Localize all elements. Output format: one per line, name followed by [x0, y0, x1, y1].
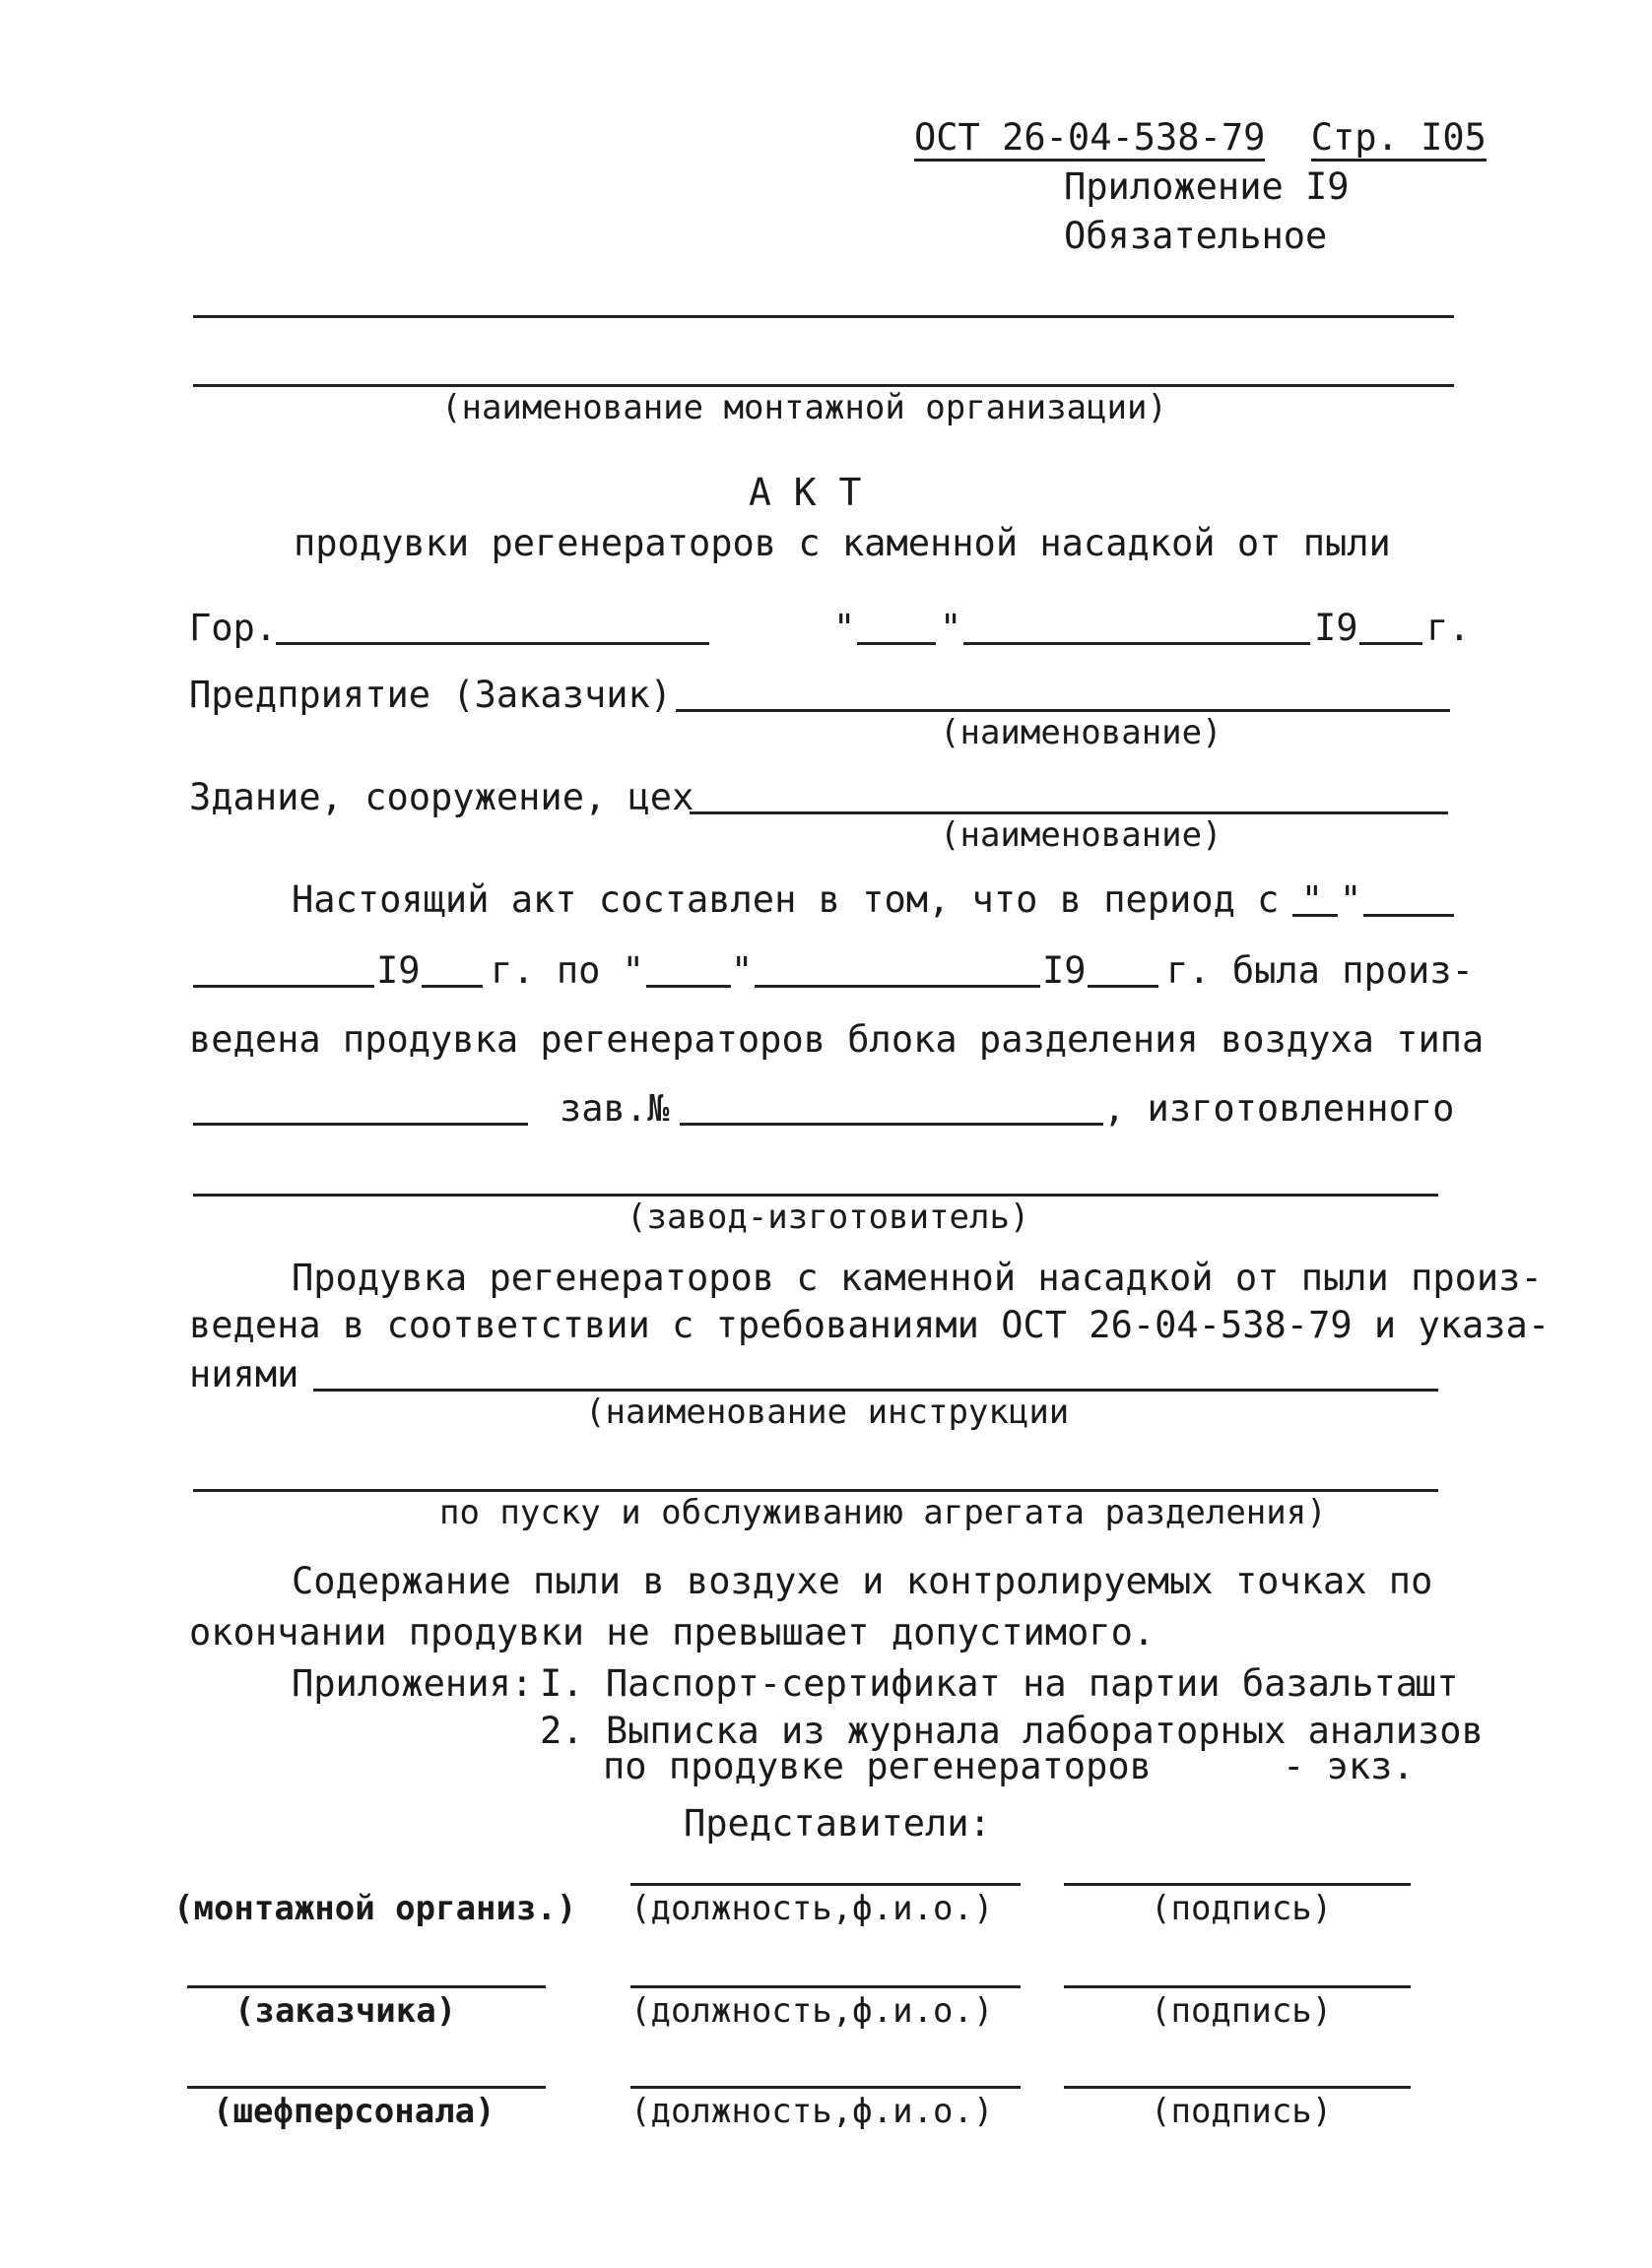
- attachment-1-unit: шт: [1415, 1662, 1459, 1705]
- page-ref: Стр. I05: [1311, 116, 1487, 162]
- p3-line-1: Содержание пыли в воздухе и контролируемых точках по: [292, 1560, 1433, 1602]
- date-quote-open: ": [833, 607, 856, 649]
- to-day-line: [646, 985, 731, 988]
- p2-line-3: ниями: [189, 1353, 299, 1395]
- body-line-2-mid: г. по ": [491, 949, 644, 992]
- year-suffix: г.: [1426, 607, 1471, 649]
- org-line-1: [193, 315, 1454, 318]
- org-caption: (наименование монтажной организации): [441, 388, 1167, 427]
- maker-caption: (завод-изготовитель): [627, 1198, 1030, 1237]
- body-line-2-year2: I9: [1042, 949, 1087, 992]
- instruction-line-2: [193, 1489, 1438, 1492]
- rep-3-sign-line: [1064, 2086, 1411, 2089]
- rep-2-sign: (подпись): [1151, 1991, 1333, 2031]
- rep-2-position-line: [630, 1985, 1021, 1988]
- rep-2-who-line: [187, 1985, 546, 1988]
- rep-2-who: (заказчика): [234, 1991, 457, 2031]
- day-line: [857, 642, 936, 645]
- rep-3-sign: (подпись): [1151, 2092, 1333, 2131]
- attachments-label: Приложения:: [292, 1662, 534, 1705]
- rep-3-position-line: [630, 2086, 1021, 2089]
- body-line-3: ведена продувка регенераторов блока разделения воздуха типа: [189, 1018, 1485, 1061]
- instruction-line: [313, 1389, 1438, 1392]
- act-title: А К Т: [749, 471, 862, 514]
- month-line: [963, 642, 1310, 645]
- body-line-2-year1: I9: [376, 949, 421, 992]
- enterprise-caption: (наименование): [940, 713, 1222, 752]
- building-caption: (наименование): [940, 815, 1222, 855]
- city-line: [276, 642, 709, 645]
- header-reference: [914, 116, 1487, 160]
- type-line: [193, 1123, 528, 1126]
- rep-1-sign: (подпись): [1151, 1889, 1333, 1928]
- serial-line: [680, 1123, 1103, 1126]
- act-subtitle: продувки регенераторов с каменной насадкой от пыли: [294, 522, 1391, 564]
- body-line-4-end: , изготовленного: [1103, 1087, 1455, 1130]
- year-line: [1359, 642, 1422, 645]
- body-line-1: Настоящий акт составлен в том, что в период с ": [292, 878, 1323, 921]
- period-day-line: [1292, 914, 1338, 917]
- p3-line-2: окончании продувки не превышает допустимого.: [189, 1611, 1156, 1653]
- instruction-caption-2: по пуску и обслуживанию агрегата разделения): [439, 1493, 1327, 1532]
- period-month-line-a: [1363, 914, 1454, 917]
- attachment-2-line-2: по продувке регенераторов: [603, 1745, 1152, 1787]
- rep-3-position: (должность,ф.и.о.): [630, 2092, 994, 2131]
- rep-1-sign-line: [1064, 1883, 1411, 1886]
- appendix-number: Приложение I9: [1064, 165, 1350, 208]
- building-label: Здание, сооружение, цех: [189, 776, 694, 818]
- body-line-1-quote: ": [1340, 878, 1362, 921]
- org-line-2: [193, 384, 1454, 387]
- body-line-2-end: г. была произ-: [1166, 949, 1474, 992]
- attachment-1: I. Паспорт-сертификат на партии базальта: [540, 1662, 1419, 1705]
- representatives-heading: Представители:: [684, 1802, 991, 1845]
- doc-ref: ОСТ 26-04-538-79: [914, 116, 1265, 162]
- instruction-caption: (наименование инструкции: [585, 1393, 1070, 1432]
- rep-1-who: (монтажной организ.): [173, 1889, 577, 1928]
- building-line: [690, 811, 1448, 814]
- rep-2-sign-line: [1064, 1985, 1411, 1988]
- enterprise-label: Предприятие (Заказчик): [189, 674, 673, 716]
- city-label: Гор.: [189, 607, 278, 649]
- maker-line: [193, 1194, 1438, 1197]
- enterprise-line: [676, 709, 1450, 712]
- period-year1-line: [422, 985, 483, 988]
- year-prefix: I9: [1314, 607, 1358, 649]
- to-month-line: [755, 985, 1040, 988]
- attachment-2-line-1: 2. Выписка из журнала лабораторных анализов: [540, 1710, 1484, 1752]
- body-line-2-quote: ": [731, 949, 754, 992]
- to-year-line: [1088, 985, 1158, 988]
- rep-1-position: (должность,ф.и.о.): [630, 1889, 994, 1928]
- date-quote-close: ": [940, 607, 962, 649]
- p2-line-1: Продувка регенераторов с каменной насадкой от пыли произ-: [292, 1257, 1543, 1299]
- period-month-line-b: [193, 985, 374, 988]
- body-line-4-mid: зав.№: [560, 1087, 670, 1130]
- appendix-status: Обязательное: [1064, 215, 1328, 257]
- p2-line-2: ведена в соответствии с требованиями ОСТ 26-04-538-79 и указа-: [189, 1304, 1551, 1346]
- rep-2-position: (должность,ф.и.о.): [630, 1991, 994, 2031]
- rep-3-who: (шефперсонала): [213, 2092, 496, 2131]
- rep-1-position-line: [630, 1883, 1021, 1886]
- attachment-2-unit: - экз.: [1283, 1745, 1415, 1787]
- rep-3-who-line: [187, 2086, 546, 2089]
